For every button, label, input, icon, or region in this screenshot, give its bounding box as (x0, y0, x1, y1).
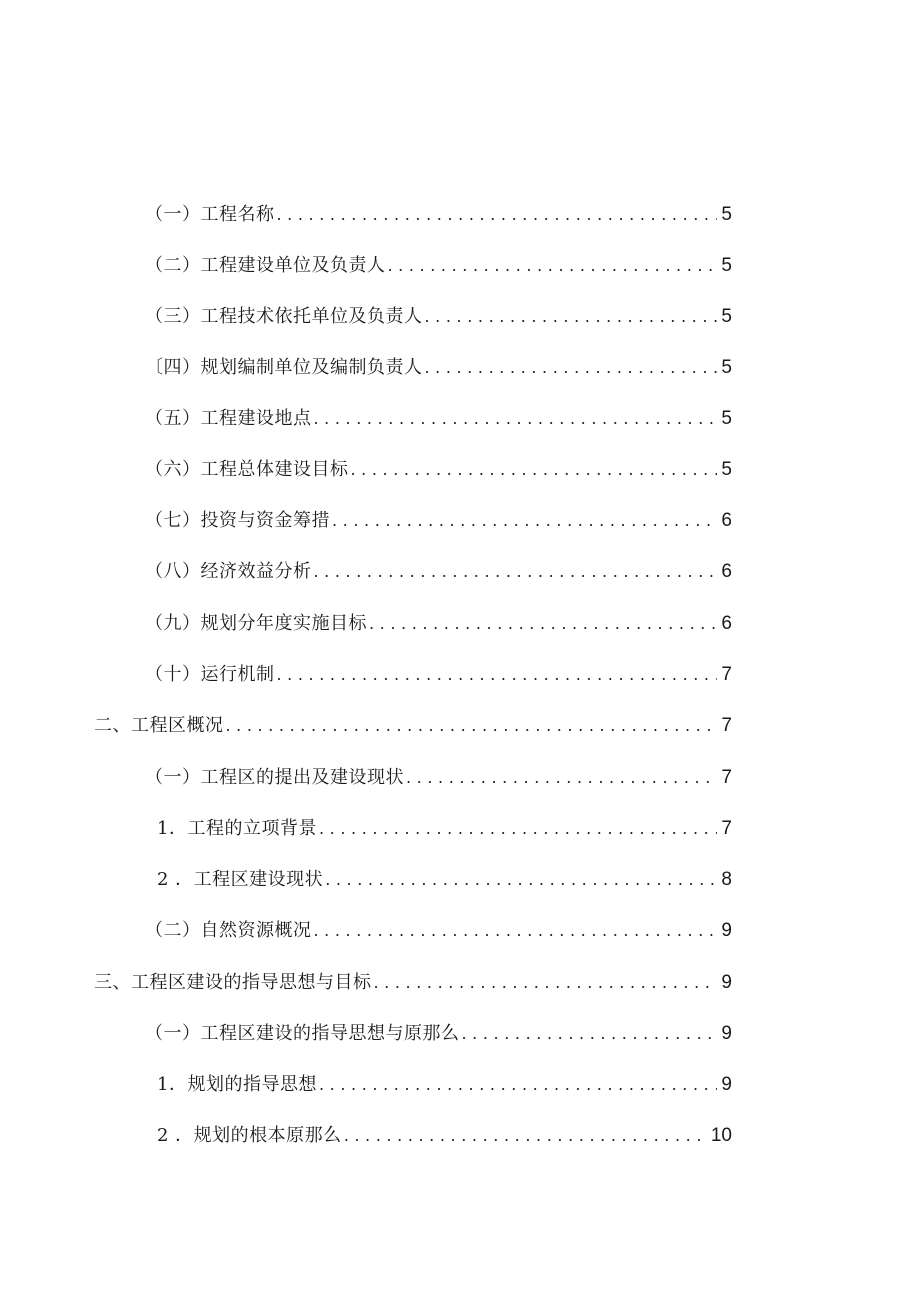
toc-leader-dots (312, 404, 718, 434)
toc-leader-dots (349, 455, 718, 485)
toc-entry-title: （一）工程名称 (145, 204, 275, 225)
toc-entry[interactable] (145, 660, 732, 690)
toc-entry-page: 5 (721, 204, 732, 225)
toc-entry-title: 1．工程的立项背景 (157, 818, 317, 839)
toc-leader-dots (312, 557, 718, 587)
toc-leader-dots (312, 916, 718, 946)
toc-entry-page: 6 (721, 561, 732, 582)
toc-entry[interactable] (145, 609, 732, 639)
toc-leader-dots (275, 660, 718, 690)
toc-entry-page: 7 (721, 664, 732, 685)
toc-entry[interactable] (94, 968, 732, 998)
toc-entry[interactable] (145, 353, 732, 383)
toc-entry[interactable] (145, 1019, 732, 1049)
toc-entry-title: （一）工程区建设的指导思想与原那么 (145, 1023, 460, 1044)
toc-leader-dots (330, 506, 717, 536)
toc-leader-dots (275, 200, 718, 230)
toc-entry-title: 1．规划的指导思想 (157, 1074, 317, 1095)
toc-entry-title: 〔四）规划编制单位及编制负责人 (145, 357, 423, 378)
toc-entry[interactable] (145, 557, 732, 587)
toc-entry-title: 三、工程区建设的指导思想与目标 (94, 972, 372, 993)
toc-entry-title: （七）投资与资金筹措 (145, 510, 330, 531)
toc-leader-dots (386, 251, 718, 281)
toc-entry[interactable] (145, 200, 732, 230)
toc-entry-page: 5 (721, 357, 732, 378)
toc-entry[interactable] (145, 916, 732, 946)
toc-entry-page: 5 (721, 408, 732, 429)
toc-leader-dots (423, 353, 718, 383)
toc-leader-dots (323, 865, 717, 895)
toc-entry-page: 9 (721, 1023, 732, 1044)
toc-entry-page: 10 (710, 1125, 732, 1146)
toc-entry-page: 6 (721, 510, 732, 531)
toc-leader-dots (372, 968, 718, 998)
toc-entry-title: （十）运行机制 (145, 664, 275, 685)
toc-entry-page: 7 (721, 767, 732, 788)
toc-entry-page: 5 (721, 306, 732, 327)
toc-leader-dots (423, 302, 718, 332)
toc-leader-dots (317, 814, 717, 844)
toc-entry[interactable] (157, 1121, 732, 1151)
toc-entry[interactable] (157, 865, 732, 895)
toc-entry[interactable] (145, 506, 732, 536)
toc-entry[interactable] (145, 455, 732, 485)
toc-entry-page: 9 (721, 920, 732, 941)
toc-leader-dots (404, 763, 717, 793)
toc-entry-title: （二）自然资源概况 (145, 920, 312, 941)
toc-entry-title: （九）规划分年度实施目标 (145, 613, 367, 634)
toc-entry-page: 7 (721, 715, 732, 736)
toc-entry-page: 7 (721, 818, 732, 839)
toc-entry-title: 二、工程区概况 (94, 715, 224, 736)
toc-entry-page: 9 (721, 972, 732, 993)
toc-leader-dots (367, 609, 717, 639)
toc-entry-title: 2 ．规划的根本原那么 (157, 1125, 342, 1146)
toc-entry-title: 2 ．工程区建设现状 (157, 869, 324, 890)
toc-entry-title: （二）工程建设单位及负责人 (145, 255, 386, 276)
toc-entry-page: 8 (721, 869, 732, 890)
toc-entry[interactable] (145, 404, 732, 434)
toc-leader-dots (224, 711, 718, 741)
toc-entry[interactable] (94, 711, 732, 741)
toc-entry-page: 6 (721, 613, 732, 634)
toc-entry-title: （三）工程技术依托单位及负责人 (145, 306, 423, 327)
toc-entry[interactable] (157, 1070, 732, 1100)
toc-leader-dots (342, 1121, 707, 1151)
toc-entry-page: 5 (721, 255, 732, 276)
toc-entry-page: 9 (721, 1074, 732, 1095)
toc-entry[interactable] (145, 763, 732, 793)
toc-entry-title: （六）工程总体建设目标 (145, 459, 349, 480)
toc-entry[interactable] (145, 302, 732, 332)
toc-entry[interactable] (145, 251, 732, 281)
toc-entry-title: （八）经济效益分析 (145, 561, 312, 582)
toc-leader-dots (317, 1070, 717, 1100)
toc-leader-dots (460, 1019, 718, 1049)
toc-entry-title: （五）工程建设地点 (145, 408, 312, 429)
toc-entry-title: （一）工程区的提出及建设现状 (145, 767, 404, 788)
toc-entry-page: 5 (721, 459, 732, 480)
toc-entry[interactable] (157, 814, 732, 844)
